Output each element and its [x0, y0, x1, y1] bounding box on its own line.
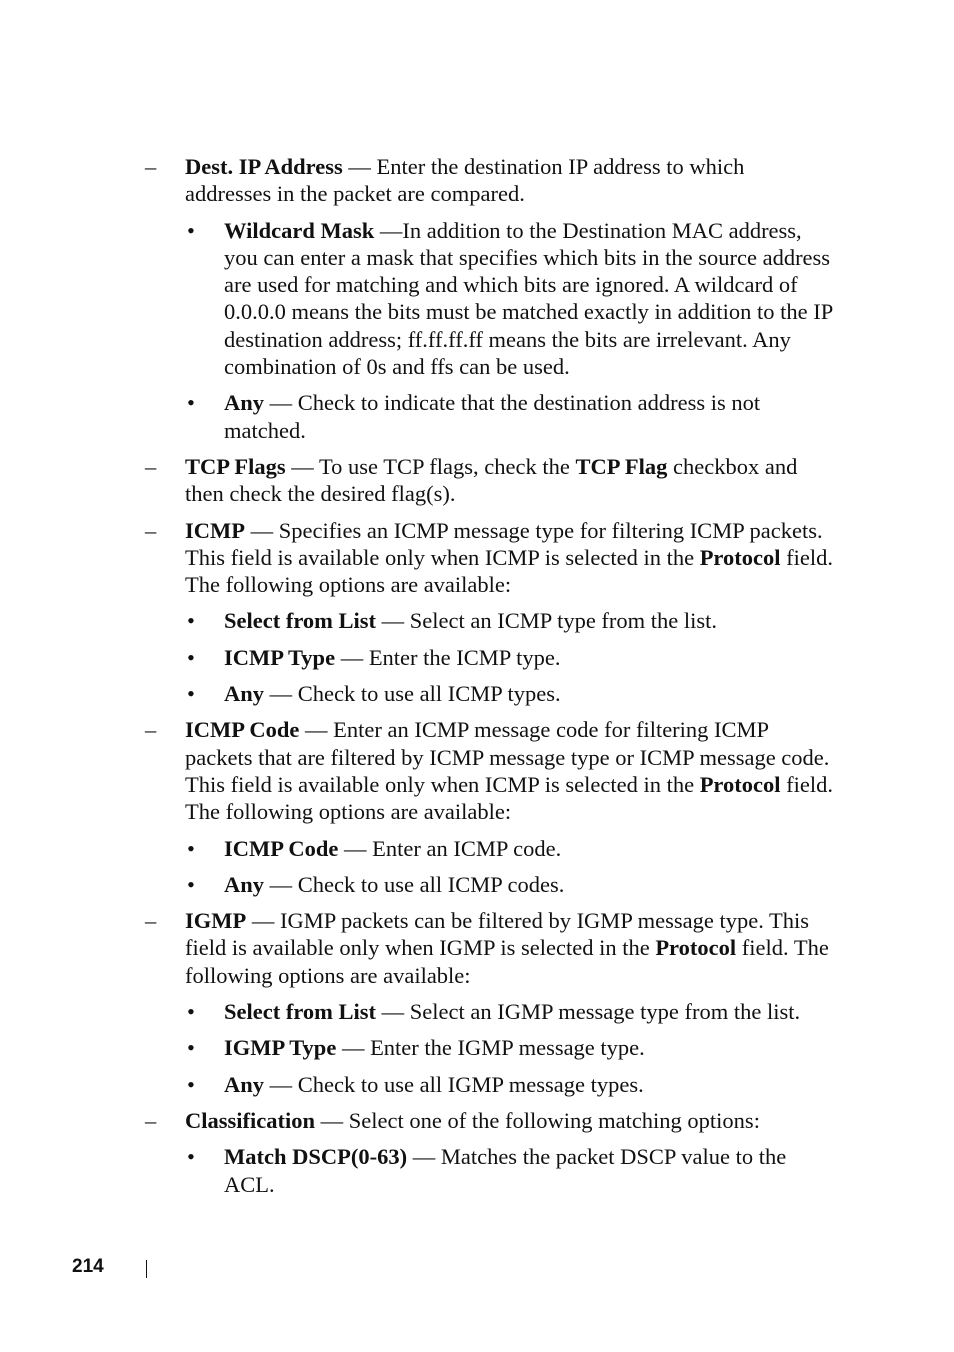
bullet-marker: •	[187, 390, 195, 416]
bullet-marker: •	[187, 217, 195, 243]
description-text: — Matches the packet DSCP value to the ACL.	[224, 1144, 787, 1197]
bullet-list-item	[145, 217, 835, 381]
term-label: IGMP Type	[224, 1035, 337, 1061]
term-label: Select from List	[224, 608, 377, 634]
term-label: Protocol	[699, 544, 781, 570]
bullet-list-item	[145, 680, 835, 707]
term-label: Protocol	[655, 935, 737, 961]
bullet-list-item	[145, 998, 835, 1025]
bullet-list-item	[145, 1034, 835, 1061]
bullet-list-item	[145, 1071, 835, 1098]
description-text: field. The following options are available:	[185, 771, 833, 825]
description-text: — Select an ICMP type from the list.	[376, 608, 718, 634]
description-text: — Enter the destination IP address to which addresses in the packet are compared.	[185, 154, 745, 207]
bullet-list-item	[145, 1143, 835, 1198]
dash-list-item	[145, 907, 835, 989]
term-label: ICMP Type	[224, 644, 336, 670]
description-text: — Enter the IGMP message type.	[336, 1035, 645, 1061]
dash-marker: –	[145, 453, 157, 479]
term-label: Classification	[185, 1107, 316, 1133]
description-text: — Enter an ICMP code.	[338, 835, 562, 861]
dash-list-item	[145, 716, 835, 825]
dash-list-item	[145, 153, 835, 208]
dash-marker: –	[145, 717, 157, 743]
description-text: — Check to use all IGMP message types.	[264, 1071, 644, 1097]
dash-list-item	[145, 517, 835, 599]
dash-marker: –	[145, 1107, 157, 1133]
bullet-marker: •	[187, 608, 195, 634]
footer-divider	[146, 1260, 147, 1278]
term-label: TCP Flag	[575, 453, 668, 479]
term-label: Any	[224, 1071, 265, 1097]
description-text: — Check to indicate that the destination address is not matched.	[224, 390, 761, 443]
description-text: — Specifies an ICMP message type for filtering ICMP packets. This field is available only when ICMP is selected in the	[185, 517, 823, 570]
document-body	[145, 153, 835, 1207]
bullet-marker: •	[187, 681, 195, 707]
bullet-list-item	[145, 871, 835, 898]
term-label: Any	[224, 871, 265, 897]
bullet-marker: •	[187, 835, 195, 861]
dash-list-item	[145, 1107, 835, 1134]
page-number: 214	[72, 1256, 104, 1277]
description-text: — Select one of the following matching options:	[315, 1107, 760, 1133]
description-text: — Enter the ICMP type.	[335, 644, 561, 670]
term-label: Any	[224, 390, 265, 416]
bullet-marker: •	[187, 1035, 195, 1061]
bullet-marker: •	[187, 1144, 195, 1170]
term-label: IGMP	[185, 908, 247, 934]
bullet-marker: •	[187, 999, 195, 1025]
term-label: Protocol	[699, 771, 781, 797]
term-label: Dest. IP Address	[185, 154, 343, 179]
description-text: checkbox and then check the desired flag(s).	[185, 453, 798, 507]
description-text: — Select an IGMP message type from the list.	[376, 999, 801, 1025]
term-label: Select from List	[224, 999, 377, 1025]
dash-marker: –	[145, 517, 157, 543]
term-label: TCP Flags	[185, 453, 286, 479]
description-text: — IGMP packets can be filtered by IGMP message type. This field is available only when IGMP is selected in the	[185, 908, 810, 961]
term-label: ICMP Code	[185, 717, 300, 743]
description-text: field. The following options are available:	[185, 935, 829, 988]
description-text: — Check to use all ICMP types.	[264, 681, 561, 707]
bullet-list-item	[145, 389, 835, 444]
term-label: ICMP Code	[224, 835, 339, 861]
term-label: Match DSCP(0-63)	[224, 1144, 408, 1170]
bullet-list-item	[145, 835, 835, 862]
bullet-marker: •	[187, 1071, 195, 1097]
description-text: — Check to use all ICMP codes.	[264, 871, 565, 897]
bullet-list-item	[145, 607, 835, 634]
description-text: field. The following options are available:	[185, 544, 833, 598]
description-text: — Enter an ICMP message code for filtering ICMP packets that are filtered by ICMP message type or ICMP message code. This field is available only when ICMP is selected in the	[185, 717, 830, 797]
dash-list-item	[145, 453, 835, 508]
bullet-marker: •	[187, 644, 195, 670]
term-label: Wildcard Mask	[224, 217, 375, 243]
bullet-list-item	[145, 644, 835, 671]
description-text: — To use TCP flags, check the	[285, 453, 576, 479]
term-label: ICMP	[185, 517, 245, 543]
term-label: Any	[224, 681, 265, 707]
dash-marker: –	[145, 154, 157, 179]
dash-marker: –	[145, 908, 157, 934]
description-text: —In addition to the Destination MAC address, you can enter a mask that specifies which bits in the source address are used for matching and which bits are ignored. A wildcard of 0.0.0.0 means the bits must be matched exactly in addition to the IP destination address; ff.ff.ff.ff means the bits are irrelevant. Any combination of 0s and ffs can be used.	[224, 217, 833, 380]
bullet-marker: •	[187, 871, 195, 897]
